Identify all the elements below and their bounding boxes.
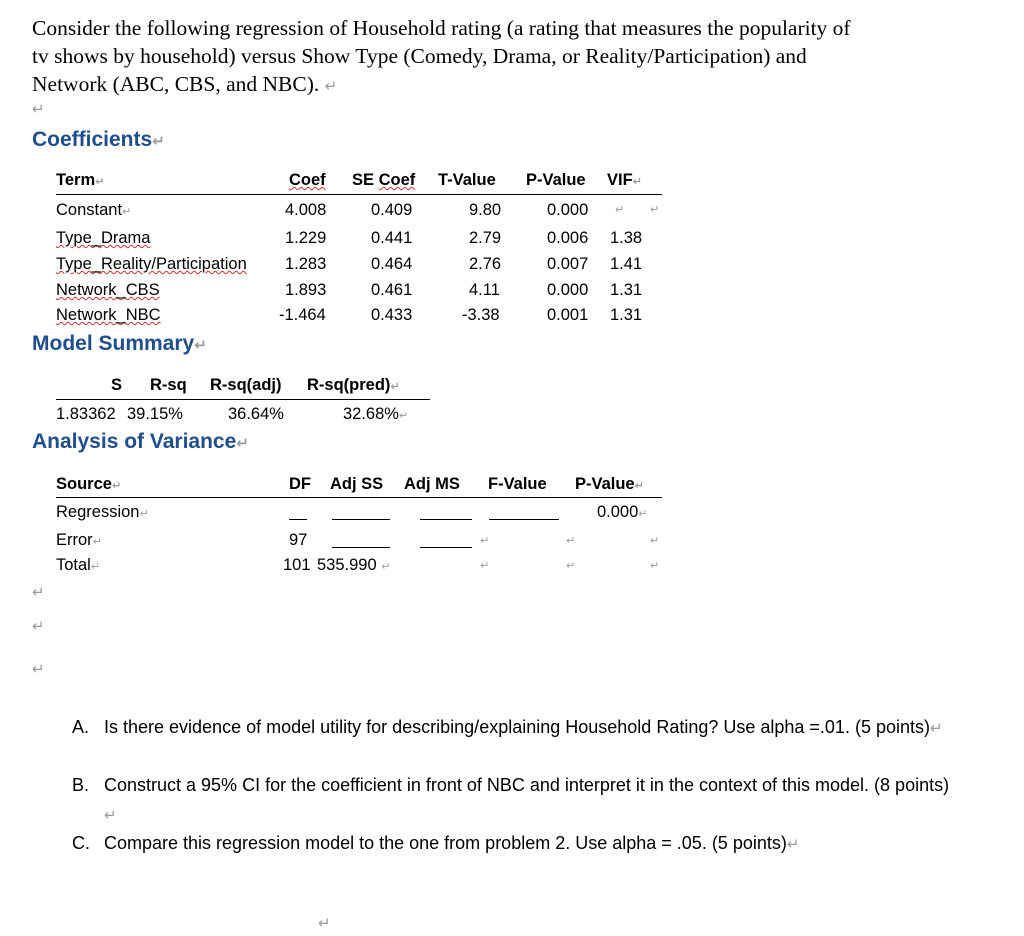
- col-header-coef: Coef: [289, 171, 326, 189]
- paragraph-mark-icon: ↵: [324, 77, 338, 95]
- coef-row-t: 2.79: [469, 229, 502, 247]
- model-summary-heading: Model Summary↵: [32, 332, 207, 355]
- blank-adj-ms[interactable]: [420, 533, 472, 548]
- coef-row-coef: 4.008: [285, 201, 327, 219]
- paragraph-mark-icon: ↵: [32, 583, 45, 601]
- anova-row-adj-ss: 535.990 ↵: [317, 556, 391, 574]
- col-header-term: Term↵: [56, 171, 105, 189]
- blank-adj-ss[interactable]: [332, 533, 390, 548]
- coef-row-p: 0.006: [547, 229, 589, 247]
- question-letter: C.: [72, 833, 90, 853]
- coef-row-p: 0.007: [547, 255, 589, 273]
- coef-row-term: Type_Drama: [56, 229, 151, 247]
- col-header-source: Source↵: [56, 475, 122, 493]
- coef-row-se: 0.461: [371, 281, 413, 299]
- coef-row-term: Network_NBC: [56, 306, 161, 324]
- header-rule: [56, 194, 662, 195]
- coef-row-term: Constant↵: [56, 201, 132, 219]
- summary-rsq-value: 39.15%: [127, 405, 183, 423]
- coef-row-coef: 1.283: [285, 255, 327, 273]
- summary-rsq-adj-value: 36.64%: [228, 405, 284, 423]
- paragraph-mark-icon: ↵: [318, 914, 331, 932]
- coef-row-p: 0.001: [547, 306, 589, 324]
- coef-row-coef: 1.229: [285, 229, 327, 247]
- col-header-f-value: F-Value: [488, 475, 547, 493]
- summary-rsq-pred-value: 32.68%↵: [343, 405, 409, 423]
- question-letter: B.: [72, 775, 90, 795]
- question-c: C. Compare this regression model to the one from problem 2. Use alpha = .05. (5 points)↵: [72, 829, 972, 887]
- intro-line-2: tv shows by household) versus Show Type (Comedy, Drama, or Reality/Participation) and: [32, 44, 807, 68]
- coef-row-p: 0.000: [547, 281, 589, 299]
- coefficients-heading: Coefficients↵: [32, 128, 165, 151]
- col-header-rsq-pred: R-sq(pred)↵: [307, 376, 400, 394]
- coef-row-se: 0.409: [371, 201, 413, 219]
- col-header-adj-ss: Adj SS: [330, 475, 384, 493]
- col-header-p-value: P-Value↵: [575, 475, 644, 493]
- question-text: Construct a 95% CI for the coefficient in front of NBC and interpret it in the context of this model. (8 points): [104, 775, 950, 795]
- anova-heading: Analysis of Variance↵: [32, 430, 249, 453]
- coef-row-vif: 1.38: [610, 229, 643, 247]
- coef-row-term: Network_CBS: [56, 281, 160, 299]
- coef-row-coef: 1.893: [285, 281, 327, 299]
- blank-adj-ss[interactable]: [332, 505, 390, 520]
- blank-df[interactable]: [289, 505, 307, 520]
- question-text: Compare this regression model to the one from problem 2. Use alpha = .05. (5 points): [104, 833, 787, 853]
- anova-row-df: 101: [283, 556, 311, 574]
- coef-row-se: 0.441: [371, 229, 413, 247]
- paragraph-mark-icon: ↵: [32, 617, 45, 635]
- intro-line-1: Consider the following regression of Household rating (a rating that measures the popularity of: [32, 16, 851, 40]
- anova-row-p: 0.000↵: [597, 503, 648, 521]
- coef-row-t: 9.80: [469, 201, 502, 219]
- coef-row-t: 2.76: [469, 255, 502, 273]
- intro-paragraph: [32, 14, 992, 100]
- question-text: Is there evidence of model utility for describing/explaining Household Rating? Use alpha =.01. (5 points): [104, 717, 930, 737]
- question-a: A. Is there evidence of model utility for describing/explaining Household Rating? Use alpha =.01. (5 points)↵: [72, 713, 972, 771]
- coef-row-vif: 1.31: [610, 281, 643, 299]
- anova-row-source: Regression↵: [56, 503, 149, 521]
- intro-line-3: Network (ABC, CBS, and NBC).: [32, 72, 320, 96]
- blank-f-value[interactable]: [489, 505, 559, 520]
- col-header-rsq: R-sq: [150, 376, 187, 394]
- coef-row-se: 0.433: [371, 306, 413, 324]
- coef-row-p: 0.000: [547, 201, 589, 219]
- summary-s-value: 1.83362: [56, 405, 116, 423]
- coef-row-term: Type_Reality/Participation: [56, 255, 247, 273]
- col-header-df: DF: [289, 475, 311, 493]
- header-rule: [56, 497, 662, 498]
- col-header-p-value: P-Value: [526, 171, 586, 189]
- coef-row-vif: 1.41: [610, 255, 643, 273]
- coef-row-t: -3.38: [462, 306, 500, 324]
- paragraph-mark-icon: ↵: [32, 660, 45, 678]
- col-header-t-value: T-Value: [438, 171, 496, 189]
- anova-row-df: 97: [289, 531, 308, 549]
- question-letter: A.: [72, 717, 90, 737]
- col-header-adj-ms: Adj MS: [404, 475, 460, 493]
- anova-row-source: Error↵: [56, 531, 102, 549]
- col-header-se-coef: SE Coef: [352, 171, 416, 189]
- coef-row-t: 4.11: [469, 281, 500, 299]
- anova-row-source: Total↵: [56, 556, 101, 574]
- paragraph-mark-icon: ↵: [32, 100, 45, 118]
- coef-row-vif: 1.31: [610, 306, 643, 324]
- blank-adj-ms[interactable]: [420, 505, 472, 520]
- col-header-rsq-adj: R-sq(adj): [210, 376, 282, 394]
- question-b: B. Construct a 95% CI for the coefficient in front of NBC and interpret it in the context of this model. (8 points) ↵: [72, 771, 972, 829]
- header-rule: [56, 399, 430, 400]
- col-header-s: S: [111, 376, 123, 394]
- col-header-vif: VIF↵: [607, 171, 642, 189]
- coef-row-coef: -1.464: [279, 306, 326, 324]
- coef-row-se: 0.464: [371, 255, 413, 273]
